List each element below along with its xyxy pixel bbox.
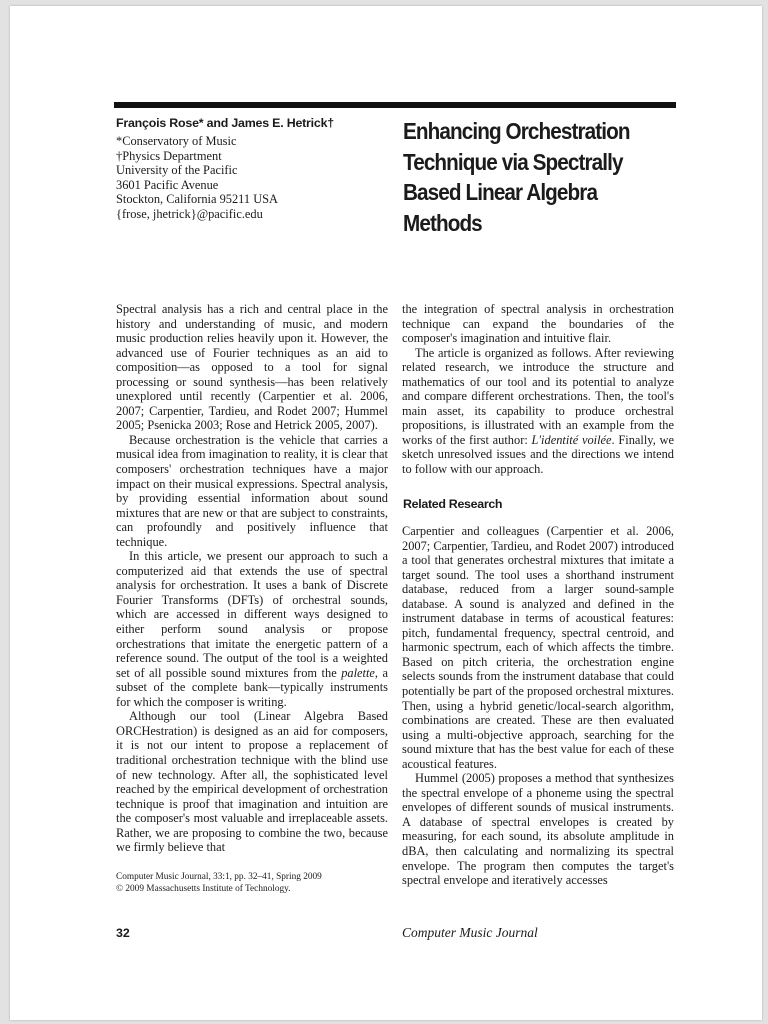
affiliation-line: University of the Pacific xyxy=(116,163,238,178)
text-run: . Finally, we sketch unresolved issues and the directions we intend to follow with our approach. xyxy=(402,432,674,477)
author-affiliation xyxy=(116,134,386,222)
italic-term: palette xyxy=(341,665,375,680)
title-line: Technique via Spectrally xyxy=(403,148,623,175)
title-line: Enhancing Orchestration xyxy=(403,118,630,144)
left-column xyxy=(116,302,388,855)
affiliation-line: {frose, jhetrick}@pacific.edu xyxy=(116,206,263,221)
paragraph: Although our tool (Linear Algebra Based ORCHestration) is designed as an aid for composers, it is not our intent to propose a replacement of traditional orchestration technique with the blind use of new technology. After all, the sophisticated level reached by the empirical development of orchestration technique is proof that imagination and intuition are the composer's most valuable and irreplaceable assets. Rather, we are proposing to combine the two, because we firmly believe that xyxy=(116,709,388,855)
right-column-top xyxy=(402,302,674,477)
affiliation-line: 3601 Pacific Avenue xyxy=(116,177,219,192)
paragraph: the integration of spectral analysis in orchestration technique can expand the boundaries of the composer's imagination and intuitive flair. xyxy=(402,302,674,346)
section-heading: Related Research xyxy=(403,497,503,511)
title-line: Based Linear Algebra xyxy=(403,179,598,205)
paragraph: Because orchestration is the vehicle that carries a musical idea from imagination to reality, it is clear that composers' orchestration techniques have a major impact on their musical expressions. Spectral analysis, by providing essential information about sound mixtures that are new or that are subject to constraints, can profoundly and positively influence that technique. xyxy=(116,432,388,549)
right-column-bottom xyxy=(402,524,674,888)
text-run: , a subset of the complete bank—typically instruments for which the composer is writing. xyxy=(116,665,388,709)
journal-name: Computer Music Journal xyxy=(402,925,538,940)
copyright-line: © 2009 Massachusetts Institute of Technology. xyxy=(116,884,291,894)
paper-page xyxy=(10,6,762,1020)
paragraph: Hummel (2005) proposes a method that synthesizes the spectral envelope of a phoneme using the spectral envelopes of different sounds of musical instruments. A database of spectral envelopes is created by measuring, for each sound, its absolute amplitude in dBA, then calculating and normalizing its spectral envelope. The program then computes the target's spectral envelope and iteratively accesses xyxy=(402,771,674,888)
page-number: 32 xyxy=(116,926,130,940)
article-title xyxy=(403,116,651,238)
affiliation-line: †Physics Department xyxy=(116,148,222,163)
paragraph: Carpentier and colleagues (Carpentier et al. 2006, 2007; Carpentier, Tardieu, and Rodet 2007) introduced a tool that generates orchestral mixtures that imitate a target sound. The tool uses a shorthand instrument database, reduced from a larger sound-sample database. A sound is analyzed and defined in the instrument database in terms of acoustical features: pitch, fundamental frequency, spectral centroid, and harmonic spectrum, each of which affects the timbre. Based on pitch criteria, the orchestration engine selects sounds from the instrument database that could potentially be part of the proposed orchestral mixtures. Then, using a hybrid genetic/local-search algorithm, combinations are created. These are then evaluated using a multi-objective approach, searching for the sound mixture that has the best value for each of these acoustical features. xyxy=(402,524,674,771)
title-line: Methods xyxy=(403,209,482,236)
citation-footnote xyxy=(116,871,388,895)
text-run: In this article, we present our approach to such a computerized aid that extends the use of spectral analysis for orchestration. It uses a bank of Discrete Fourier Transforms (DFTs) of orchestral sounds, which are accessed in different ways designed to either perform sound analysis or propose orchestrations that imitate the energetic pattern of a reference sound. The output of the tool is a weighted set of all possible sound mixtures from the xyxy=(116,549,388,680)
author-names: François Rose* and James E. Hetrick† xyxy=(116,116,334,130)
affiliation-line: *Conservatory of Music xyxy=(116,134,237,148)
italic-term: L'identité voilée xyxy=(531,432,612,447)
affiliation-line: Stockton, California 95211 USA xyxy=(116,192,278,207)
citation-line: Computer Music Journal, 33:1, pp. 32–41, Spring 2009 xyxy=(116,872,322,882)
header-rule xyxy=(114,102,676,108)
paragraph xyxy=(116,549,388,709)
text-run: The article is organized as follows. After reviewing related research, we introduce the structure and mathematics of our tool and its potential to analyze and compare different orchestrations. Then, the tool's main asset, its capability to produce orchestral propositions, is illustrated with an example from the works of the first author: xyxy=(402,345,674,447)
paragraph: Spectral analysis has a rich and central place in the history and understanding of music, and modern music production relies heavily upon it. However, the advanced use of Fourier techniques as an aid to composition—as opposed to a tool for signal processing or sound synthesis—has been relatively unexplored until recently (Carpentier et al. 2006, 2007; Carpentier, Tardieu, and Rodet 2007; Hummel 2005; Psenicka 2003; Rose and Hetrick 2005, 2007). xyxy=(116,302,388,433)
paragraph xyxy=(402,346,674,477)
